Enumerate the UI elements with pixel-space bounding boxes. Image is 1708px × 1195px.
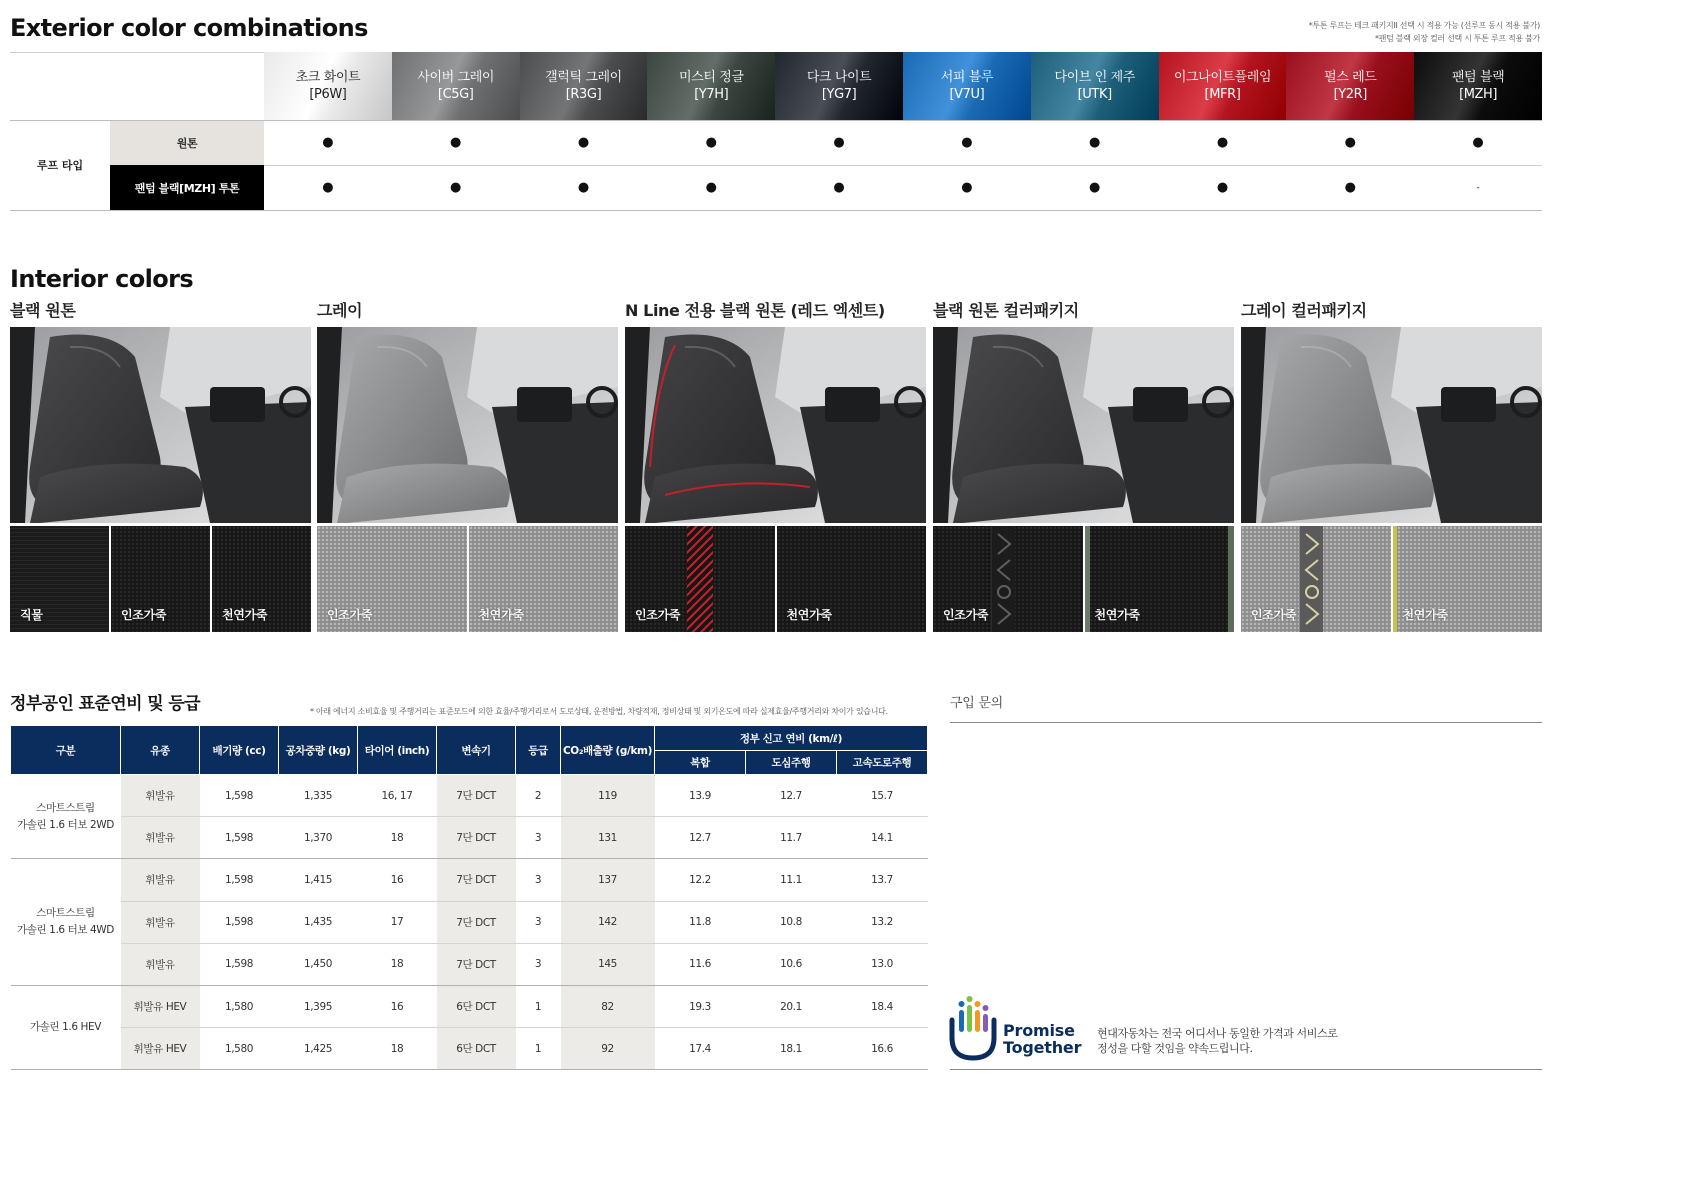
availability-mark: ● [577,180,590,195]
availability-mark: ● [1216,180,1229,195]
color-code: [MZH] [1459,87,1498,102]
header-category: 구분 [11,726,121,775]
table-row [11,817,928,859]
header-grade: 등급 [516,726,561,775]
exterior-color-table [10,52,1542,211]
header-city: 도심주행 [746,751,837,775]
cell-cc: 1,598 [200,901,279,943]
availability-mark: ● [1344,180,1356,195]
material-label: 천연가죽 [1094,608,1140,622]
cell-comb: 17.4 [655,1028,746,1070]
header-weight: 공차중량 (kg) [279,726,358,775]
material-label: 인조가죽 [943,608,989,622]
model-group-cell: 스마트스트림 가솔린 1.6 터보 4WD [11,859,121,986]
fuel-title: 정부공인 표준연비 및 등급 [10,694,200,714]
color-code: [V7U] [949,87,985,102]
promise-together-text: Promise Together [1003,1021,1082,1057]
inquiry-divider [950,722,1542,723]
material-label: 천연가죽 [222,608,268,622]
cell-cc: 1,598 [200,817,279,859]
material-swatch [111,526,210,632]
cell-trans: 7단 DCT [437,859,516,901]
color-swatch-y7h [647,52,775,120]
cell-grade: 3 [516,901,561,943]
material-swatch [10,526,109,632]
material-label: 천연가죽 [1402,608,1448,622]
table-row [11,943,928,985]
header-fuel: 유종 [121,726,200,775]
header-co2: CO₂배출량 (g/km) [561,726,655,775]
exterior-note-1: *투톤 루프는 테크 패키지II 선택 시 적용 가능 (선루프 동시 적용 불가) [1308,21,1540,30]
interior-group-title: 블랙 원톤 [10,301,76,320]
cell-trans: 7단 DCT [437,817,516,859]
color-swatch-utk [1031,52,1159,120]
inquiry-bottom-divider [950,1069,1542,1070]
cell-comb: 11.6 [655,943,746,985]
interior-seat-image [1241,327,1542,523]
material-swatch [933,526,1083,632]
color-code: [Y7H] [694,87,729,102]
availability-mark: ● [705,180,717,195]
color-swatch-v7u [903,52,1031,120]
header-tire: 타이어 (inch) [358,726,437,775]
cell-kg: 1,395 [279,985,358,1027]
cell-fuel: 휘발유 [121,943,200,985]
cell-cc: 1,598 [200,775,279,817]
cell-tire: 18 [358,817,437,859]
availability-mark: ● [705,135,717,150]
cell-tire: 16 [358,985,437,1027]
cell-grade: 3 [516,943,561,985]
availability-mark: ● [322,180,334,195]
cell-cc: 1,598 [200,943,279,985]
cell-city: 10.6 [746,943,837,985]
cell-cc: 1,580 [200,985,279,1027]
color-swatch-c5g [392,52,520,120]
cell-co2: 92 [561,1028,655,1070]
color-swatch-mfr [1159,52,1287,120]
cell-comb: 19.3 [655,985,746,1027]
cell-city: 11.7 [746,817,837,859]
header-transmission: 변속기 [437,726,516,775]
cell-co2: 119 [561,775,655,817]
cell-hwy: 13.0 [837,943,928,985]
interior-group-title: 그레이 [317,301,363,320]
availability-mark: ● [961,180,973,195]
color-name: 갤럭틱 그레이 [545,70,622,85]
availability-mark: ● [1216,135,1229,150]
cell-tire: 18 [358,943,437,985]
cell-grade: 1 [516,1028,561,1070]
color-name: 다이브 인 제주 [1054,70,1135,85]
promise-message: 현대자동차는 전국 어디서나 동일한 가격과 서비스로 정성을 다할 것임을 약속드립니다. [1097,1027,1338,1055]
header-displacement: 배기량 (cc) [200,726,279,775]
material-swatch [1085,526,1235,632]
cell-comb: 12.2 [655,859,746,901]
availability-mark: ● [577,135,590,150]
color-code: [C5G] [437,87,474,102]
cell-kg: 1,425 [279,1028,358,1070]
color-name: 미스티 정글 [679,70,744,85]
interior-seat-image [625,327,926,523]
cell-kg: 1,415 [279,859,358,901]
cell-co2: 145 [561,943,655,985]
cell-fuel: 휘발유 HEV [121,1028,200,1070]
color-name: 이그나이트플레임 [1173,70,1272,85]
cell-kg: 1,370 [279,817,358,859]
table-row [11,859,928,901]
cell-comb: 12.7 [655,817,746,859]
color-swatch-yg7 [775,52,903,120]
cell-cc: 1,580 [200,1028,279,1070]
color-code: [R3G] [565,87,602,102]
cell-comb: 13.9 [655,775,746,817]
cell-city: 10.8 [746,901,837,943]
cell-grade: 2 [516,775,561,817]
color-swatch-mzh [1414,52,1542,120]
interior-group-title: 그레이 컬러패키지 [1241,301,1367,320]
material-swatch [212,526,311,632]
cell-grade: 1 [516,985,561,1027]
header-efficiency: 정부 신고 연비 (km/ℓ) [655,726,928,751]
cell-kg: 1,435 [279,901,358,943]
cell-co2: 82 [561,985,655,1027]
availability-mark: ● [833,135,845,150]
cell-trans: 6단 DCT [437,985,516,1027]
cell-fuel: 휘발유 [121,859,200,901]
cell-grade: 3 [516,817,561,859]
cell-trans: 7단 DCT [437,775,516,817]
material-swatch [317,526,467,632]
cell-grade: 3 [516,859,561,901]
availability-mark: ● [1089,180,1101,195]
material-label: 천연가죽 [478,608,524,622]
promise-together-logo-icon [948,996,998,1062]
cell-trans: 6단 DCT [437,1028,516,1070]
color-code: [P6W] [309,87,347,102]
color-name: 서피 블루 [940,70,994,85]
availability-mark: - [1476,182,1480,193]
material-label: 인조가죽 [1251,608,1297,622]
availability-mark: ● [961,135,973,150]
cell-fuel: 휘발유 HEV [121,985,200,1027]
color-name: 초크 화이트 [295,70,361,85]
cell-trans: 7단 DCT [437,943,516,985]
color-swatch-p6w [264,52,392,120]
interior-title: Interior colors [10,265,194,293]
material-label: 인조가죽 [121,608,167,622]
cell-hwy: 13.2 [837,901,928,943]
table-row [11,775,928,817]
color-code: [MFR] [1204,87,1241,102]
cell-hwy: 15.7 [837,775,928,817]
interior-seat-image [317,327,618,523]
cell-city: 12.7 [746,775,837,817]
availability-mark: ● [450,180,462,195]
exterior-title: Exterior color combinations [10,14,368,42]
row-label-twotone: 팬텀 블랙[MZH] 투톤 [110,165,264,210]
header-highway: 고속도로주행 [837,751,928,775]
cell-comb: 11.8 [655,901,746,943]
interior-group-title: N Line 전용 블랙 원톤 (레드 엑센트) [625,301,885,320]
exterior-note-2: *팬텀 블랙 외장 컬러 선택 시 투톤 루프 적용 불가 [1374,34,1540,43]
color-name: 팬텀 블랙 [1451,70,1505,85]
material-swatch [1241,526,1391,632]
fuel-efficiency-table [10,725,928,1070]
model-group-cell: 가솔린 1.6 HEV [11,985,121,1069]
material-swatch [1393,526,1543,632]
cell-tire: 16 [358,859,437,901]
cell-hwy: 18.4 [837,985,928,1027]
cell-kg: 1,450 [279,943,358,985]
availability-mark: ● [1472,135,1484,150]
cell-tire: 18 [358,1028,437,1070]
availability-mark: ● [1344,135,1356,150]
fuel-note: * 아래 에너지 소비효율 및 주행거리는 표준모드에 의한 효율/주행거리로서 도로상태, 운전방법, 차량적재, 정비상태 및 외기온도에 따라 실제효율/주행거리와 차이가 있습니다. [310,707,888,716]
cell-co2: 137 [561,859,655,901]
color-code: [Y2R] [1333,87,1367,102]
cell-city: 11.1 [746,859,837,901]
interior-group-title: 블랙 원톤 컬러패키지 [933,301,1079,320]
table-row [11,901,928,943]
material-label: 천연가죽 [786,608,832,622]
availability-mark: ● [450,135,462,150]
color-name: 사이버 그레이 [417,70,495,85]
row-label-monotone: 원톤 [110,120,264,165]
cell-trans: 7단 DCT [437,901,516,943]
model-group-cell: 스마트스트림 가솔린 1.6 터보 2WD [11,775,121,859]
cell-kg: 1,335 [279,775,358,817]
material-label: 직물 [20,608,43,622]
cell-co2: 131 [561,817,655,859]
roof-type-label: 루프 타입 [36,159,84,172]
cell-co2: 142 [561,901,655,943]
color-name: 다크 나이트 [806,70,872,85]
material-label: 인조가죽 [327,608,373,622]
table-row [11,1028,928,1070]
cell-hwy: 13.7 [837,859,928,901]
availability-mark: ● [322,135,334,150]
cell-fuel: 휘발유 [121,817,200,859]
availability-mark: ● [833,180,845,195]
color-name: 펄스 레드 [1324,70,1377,85]
cell-fuel: 휘발유 [121,901,200,943]
color-code: [UTK] [1077,87,1112,102]
cell-hwy: 14.1 [837,817,928,859]
table-row [11,985,928,1027]
purchase-inquiry-title: 구입 문의 [950,696,1003,711]
material-label: 인조가죽 [635,608,681,622]
interior-seat-image [10,327,311,523]
cell-hwy: 16.6 [837,1028,928,1070]
availability-mark: ● [1089,135,1101,150]
cell-city: 18.1 [746,1028,837,1070]
cell-fuel: 휘발유 [121,775,200,817]
cell-tire: 17 [358,901,437,943]
cell-cc: 1,598 [200,859,279,901]
cell-tire: 16, 17 [358,775,437,817]
header-combined: 복합 [655,751,746,775]
color-swatch-r3g [520,52,648,120]
cell-city: 20.1 [746,985,837,1027]
interior-seat-image [933,327,1234,523]
material-swatch [625,526,775,632]
material-swatch [469,526,619,632]
color-code: [YG7] [821,87,857,102]
color-swatch-y2r [1286,52,1414,120]
material-swatch [777,526,927,632]
